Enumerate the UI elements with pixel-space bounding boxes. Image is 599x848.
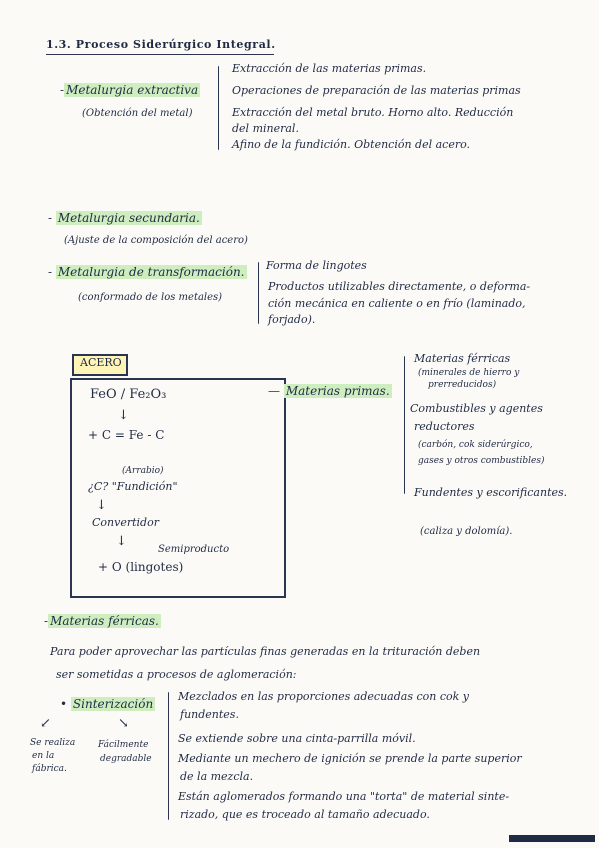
- arrow-down-icon: ↓: [116, 534, 127, 549]
- acero-step1: + C = Fe - C: [88, 428, 165, 442]
- metalurgia-secundaria-note: (Ajuste de la composición del acero): [64, 235, 248, 246]
- materias-primas-item-2: Combustibles y agentes: [410, 402, 543, 415]
- arrow-down-icon: ↓: [118, 408, 129, 423]
- materias-ferricas-label: - Materias férricas.: [44, 614, 159, 628]
- transformacion-item-1: Forma de lingotes: [266, 259, 367, 272]
- extractiva-brace: [218, 66, 219, 150]
- metalurgia-secundaria-label: - Metalurgia secundaria.: [48, 211, 200, 225]
- extractiva-item-3: Extracción del metal bruto. Horno alto. Reducción: [232, 106, 514, 119]
- sinter-note-1c: fábrica.: [32, 764, 67, 774]
- materias-primas-item-1a: (minerales de hierro y: [418, 368, 520, 378]
- sinter-item-1b: fundentes.: [180, 708, 239, 721]
- materias-ferricas-para2: ser sometidas a procesos de aglomeración:: [56, 668, 297, 681]
- sinter-note-2a: Fácilmente: [98, 740, 149, 750]
- materias-primas-item-3: Fundentes y escorificantes.: [414, 486, 568, 499]
- metalurgia-transformacion-label: - Metalurgia de transformación.: [48, 265, 245, 279]
- acero-step4: + O (lingotes): [98, 560, 184, 574]
- materias-primas-label: — Materias primas.: [268, 384, 390, 398]
- materias-ferricas-para1: Para poder aprovechar las partículas finas generadas en la trituración deben: [50, 645, 481, 658]
- metalurgia-transformacion-note: (conformado de los metales): [78, 292, 223, 303]
- title-underline: [46, 54, 274, 55]
- metalurgia-extractiva-note: (Obtención del metal): [82, 108, 193, 119]
- materias-primas-item-2b: (carbón, cok siderúrgico,: [418, 440, 533, 450]
- sinter-item-2: Se extiende sobre una cinta-parrilla móvil.: [178, 732, 416, 745]
- page-title: 1.3. Proceso Siderúrgico Integral.: [46, 38, 276, 51]
- sinter-item-4b: rizado, que es troceado al tamaño adecuado.: [180, 808, 430, 821]
- materias-primas-item-1: Materias férricas: [414, 352, 511, 365]
- transformacion-brace: [258, 262, 259, 324]
- acero-step1-note: (Arrabio): [122, 466, 164, 476]
- extractiva-item-3b: del mineral.: [232, 122, 299, 135]
- acero-step3: Convertidor: [92, 516, 159, 529]
- sinterizacion-brace: [168, 692, 169, 820]
- transformacion-item-3: ción mecánica en caliente o en frío (laminado,: [268, 297, 526, 310]
- materias-primas-item-3a: (caliza y dolomía).: [420, 526, 513, 537]
- sinter-item-1: Mezclados en las proporciones adecuadas con cok y: [178, 690, 469, 703]
- materias-primas-item-1b: prerreducidos): [428, 380, 497, 390]
- acero-formula: FeO / Fe₂O₃: [90, 387, 167, 402]
- sinterizacion-label: • Sinterización: [60, 697, 154, 711]
- sinter-item-3b: de la mezcla.: [180, 770, 254, 783]
- extractiva-item-1: Extracción de las materias primas.: [232, 62, 427, 75]
- acero-step4-note: Semiproducto: [158, 544, 230, 555]
- sinter-note-1b: en la: [32, 751, 55, 761]
- sinter-item-3: Mediante un mechero de ignición se prende la parte superior: [178, 752, 522, 765]
- arrow-down-right-icon: ↘: [118, 716, 129, 731]
- transformacion-item-4: forjado).: [268, 313, 316, 326]
- metalurgia-extractiva-label: - Metalurgia extractiva: [60, 83, 199, 97]
- materias-primas-brace: [404, 356, 405, 494]
- acero-step2: ¿C? "Fundición": [88, 480, 178, 493]
- acero-tab-label: ACERO: [80, 356, 122, 369]
- transformacion-item-2: Productos utilizables directamente, o deforma-: [268, 280, 531, 293]
- extractiva-item-2: Operaciones de preparación de las materias primas: [232, 84, 521, 97]
- sinter-note-2b: degradable: [100, 754, 152, 764]
- sinter-item-4: Están aglomerados formando una "torta" de material sinte-: [178, 790, 510, 803]
- arrow-down-icon: ↓: [96, 498, 107, 513]
- extractiva-item-4: Afino de la fundición. Obtención del acero.: [232, 138, 471, 151]
- sinter-note-1a: Se realiza: [30, 738, 76, 748]
- materias-primas-item-2c: gases y otros combustibles): [418, 456, 545, 466]
- materias-primas-item-2a: reductores: [414, 420, 475, 433]
- footer-watermark-bar: [509, 835, 595, 842]
- arrow-down-left-icon: ↙: [40, 716, 51, 731]
